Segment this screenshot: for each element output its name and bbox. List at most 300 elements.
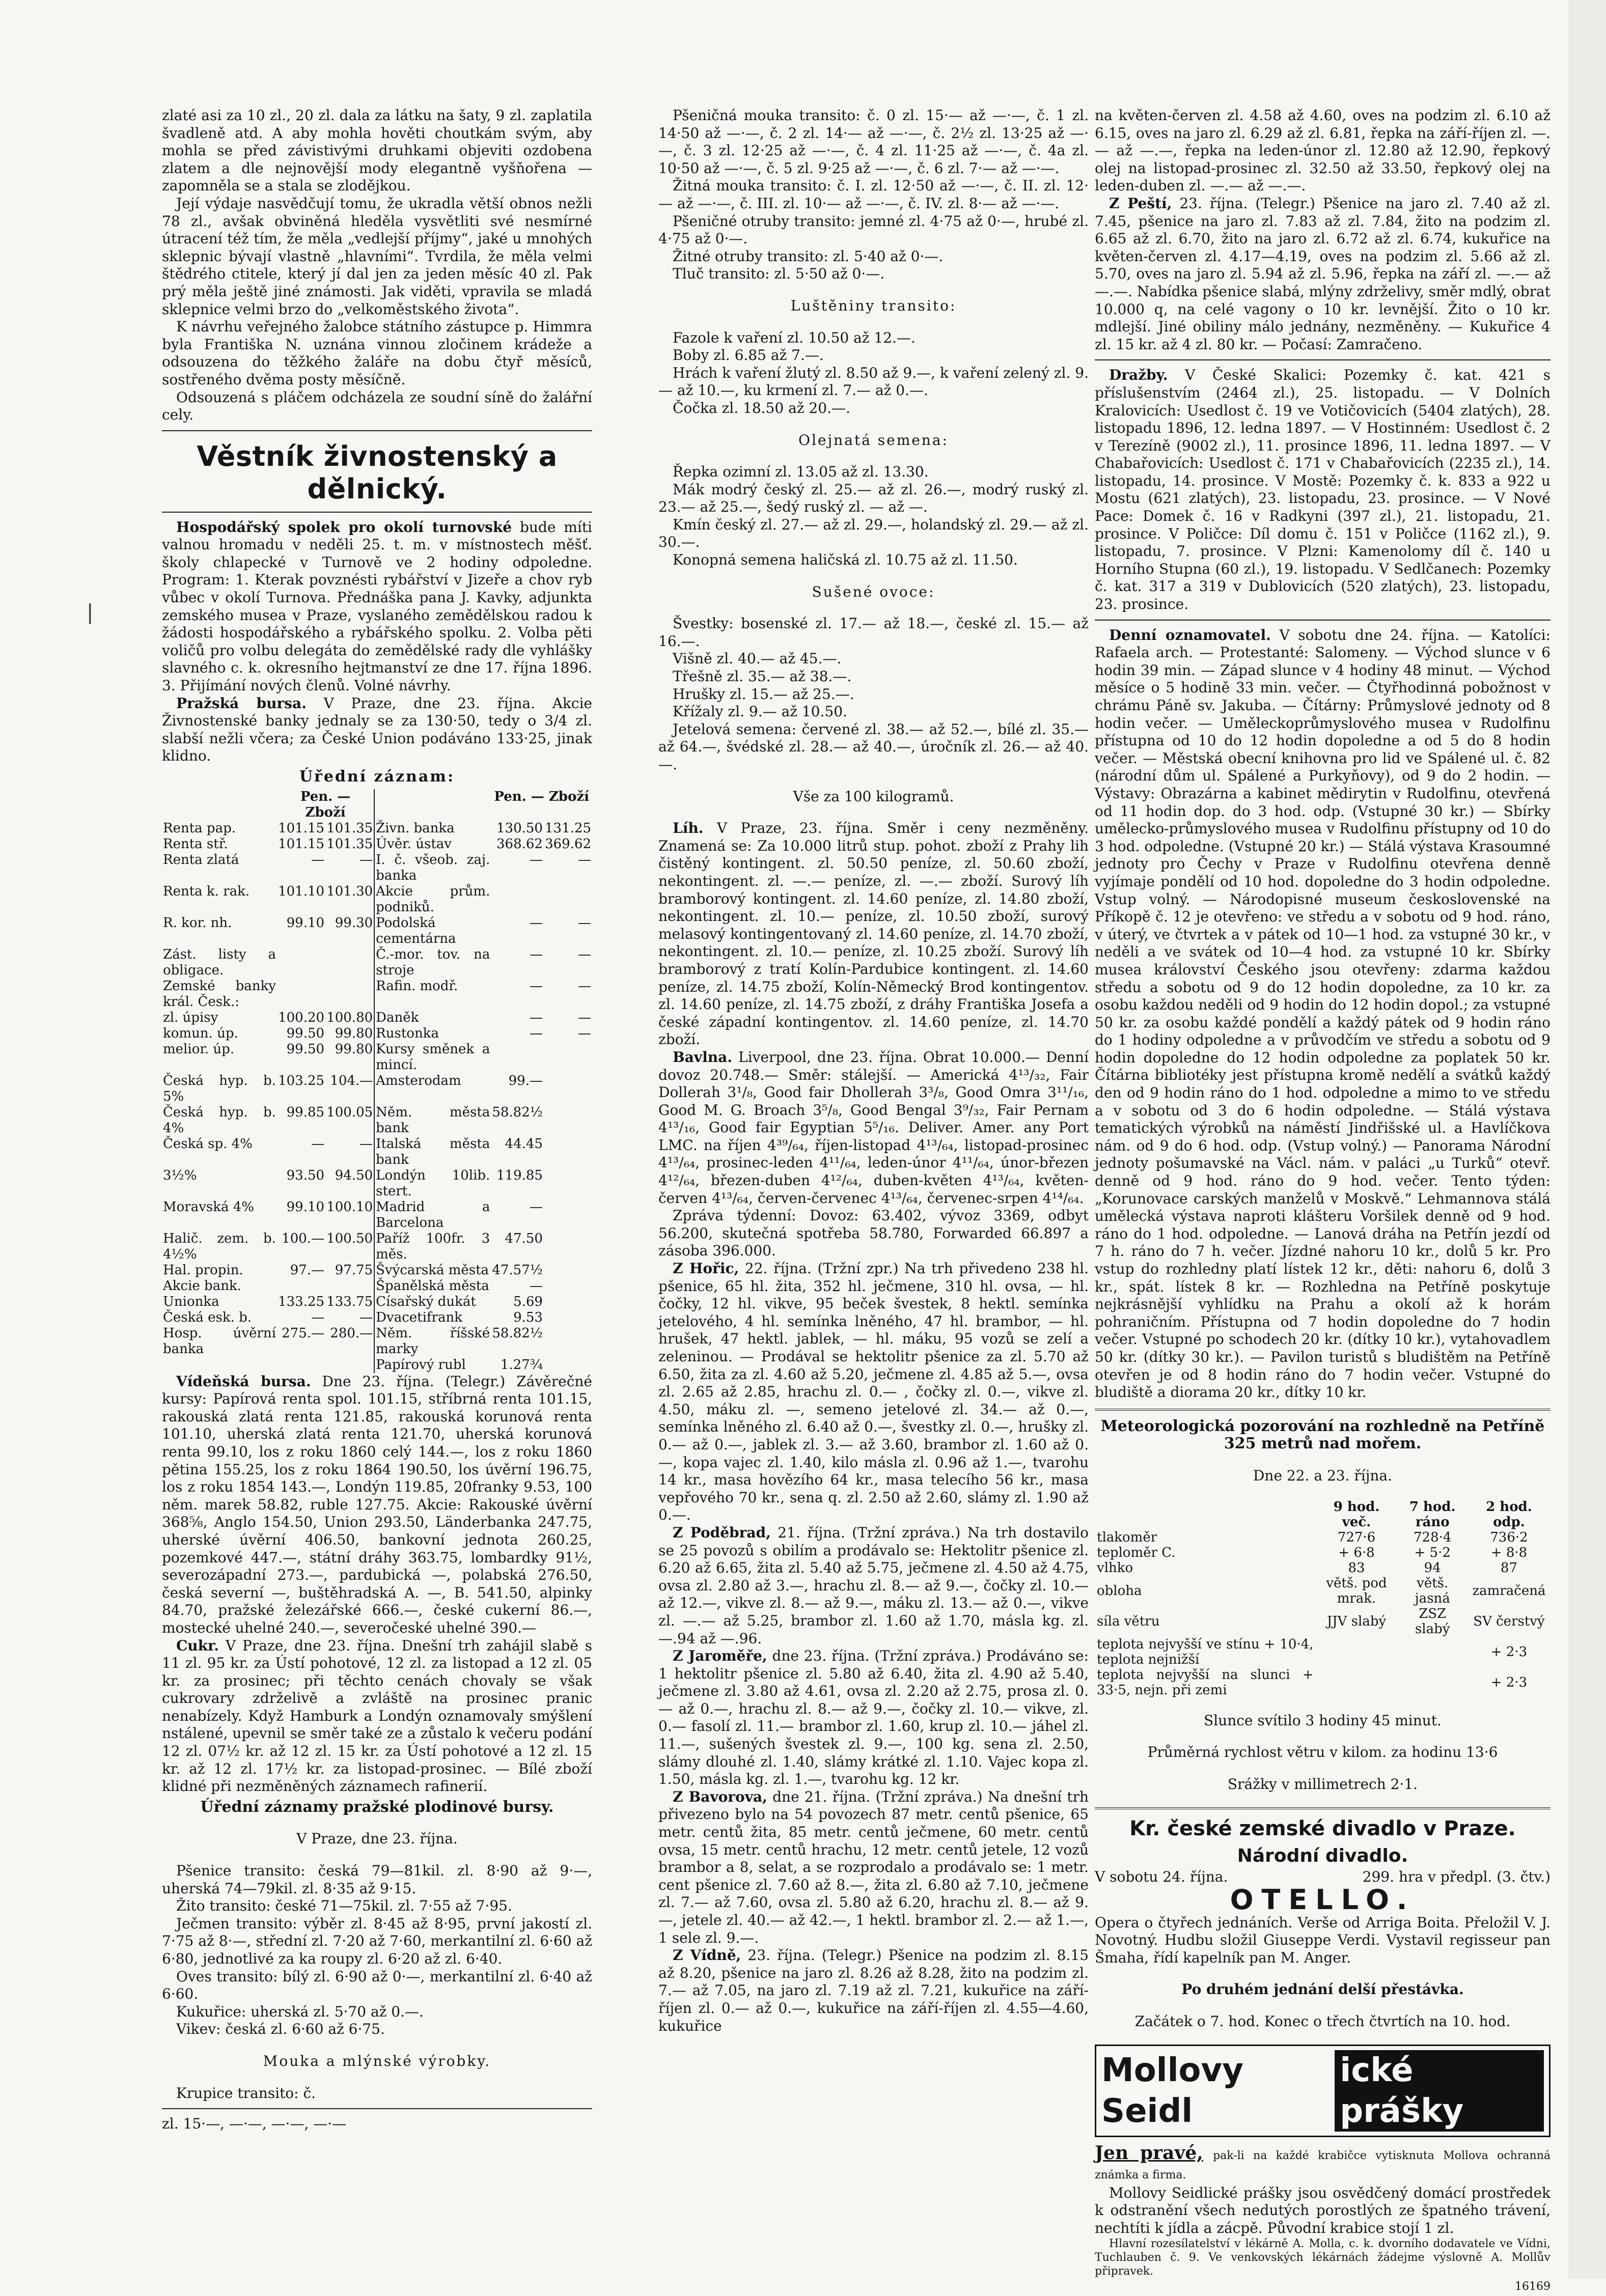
table-cell: Úvěr. ústav: [374, 836, 491, 852]
table-cell: + 8·8: [1490, 1545, 1528, 1560]
section-heading: Věstník živnostenský a dělnický.: [197, 440, 558, 505]
theatre-note: Začátek o 7. hod. Konec o třech čtvrtích na 10. hod.: [1134, 2012, 1511, 2030]
table-row: [162, 1136, 592, 1168]
table-cell: 99.—: [508, 1073, 543, 1088]
table-header-row: [1095, 1499, 1550, 1530]
table-cell: Papírový rubl: [374, 1357, 491, 1373]
theatre-note: Po druhém jednání delší přestávka.: [1181, 1981, 1464, 1998]
meteo-table: [1095, 1499, 1550, 1698]
table-cell: 44.45: [505, 1136, 543, 1152]
table-cell: Španělská města: [374, 1278, 491, 1294]
table-cell: [544, 1042, 592, 1073]
table-row: [162, 1199, 592, 1231]
article-text: Její výdaje nasvědčují tomu, že ukradla větší obnos nežli 78 zl., avšak obviněná hleděla vysvětliti své nesmírné útracení též tím, že měla „vedlejší příjmy“, jaké u mnohých sklepnic bývají vlastně „hlavními“. Tvrdila, že měla velmi štědrého ctitele, který jí dal jen za jeden měsíc 40 zl. Pak prý měla ještě jiné známosti. Jak viděti, vpravila se mladá sklepnice velmi brzo do „velkoměstského života“.: [162, 194, 592, 318]
table-cell: —: [529, 1010, 543, 1025]
table-cell: [544, 1105, 592, 1136]
table-row: [162, 947, 592, 978]
page-edge: [1568, 0, 1606, 2279]
table-cell: ZSZ slabý: [1415, 1606, 1450, 1637]
table-cell: zamračená: [1472, 1583, 1546, 1599]
table-cell: [544, 1168, 592, 1199]
market-line: Třešně zl. 35.— až 38.—.: [673, 668, 852, 685]
market-line: Čočka zl. 18.50 až 20.—.: [673, 399, 850, 416]
article-text: Dne 23. října. (Telegr.) Závěrečné kursy: Papírová renta spol. 101.15, stříbrná renta 101.15, rakouská zlatá renta 121.85, rakouská korunová renta 101.10, uherská zlatá renta 121.70, uherská korunová renta 99.10, los z roku 1860 celý 144.—, los z roku 1860 pětina 155.25, los z roku 1864 190.50, los úvěrní 196.75, los z roku 1854 143.—, Londýn 119.85, 20franky 9.53, 100 něm. marek 58.82, ruble 127.75. Akcie: Rakouské úvěrní 368⅝, Anglo 154.50, Union 293.50, Länderbanka 247.75, uherské úvěrní 406.50, bankovní jednota 260.25, pozemkové 447.—, státní dráhy 363.75, lombardky 91½, severozápadní 273.—, pardubická —, polabská 276.50, česká severní —, buštěhradská A. —, B. 541.50, alpinky 84.70, pražské železářské 666.—, české cukerní 86.—, mostecké uhelné 240.—, severočeské uhelné 390.—: [162, 1373, 592, 1636]
subsection-heading: Úřední záznamy pražské plodinové bursy.: [200, 1798, 554, 1816]
market-line: Žitné otruby transito: zl. 5·40 až 0·—.: [673, 247, 944, 265]
table-row: [1095, 1545, 1550, 1560]
divider: [162, 2108, 592, 2109]
table-cell: 119.85: [496, 1167, 543, 1183]
column-header: 9 hod. več.: [1333, 1499, 1380, 1530]
table-cell: Unionka: [163, 1294, 219, 1309]
market-line: Tluč transito: zl. 5·50 až 0·—.: [673, 265, 885, 283]
table-cell: JJV slabý: [1326, 1613, 1387, 1629]
table-row: [162, 1326, 592, 1357]
table-cell: [544, 1231, 592, 1263]
table-cell: 133.75: [326, 1294, 373, 1309]
table-cell: 58.82½: [492, 1104, 543, 1120]
quotes-title: Úřední záznam:: [299, 768, 455, 786]
table-cell: —: [359, 1309, 373, 1325]
table-cell: Moravská 4%: [163, 1199, 255, 1215]
article-text: dne 23. října. (Tržní zpráva.) Prodáváno se: 1 hektolitr pšenice zl. 5.80 až 6.40, žita zl. 4.90 až 5.40, ječmene zl. 3.80 až 4.61, ovsa zl. 2.20 až 2.75, prosa zl. 0.— až 0.—, hrachu zl. 8.— až 9.—, čočky zl. 10.— vikve, zl. 0.— fasolí zl. 11.— brambor zl. 1.60, krup zl. 10.— jáhel zl. 11.—, sušených švestek zl. 9.—, 100 kg. sena zl. 2.50, slámy dlouhé zl. 1.40, slámy krátké zl. 1.10. Vajec kopa zl. 1.50, másla kg. zl. 1.—, tvarohu kg. 12 kr.: [658, 1647, 1089, 1788]
article-text: K návrhu veřejného žalobce státního zástupce p. Himmra byla Františka N. uznána vinnou zločinem krádeže a odsouzena do těžkého žaláře na dobu čtyř měsíců, sostřeného dvěma posty měsíčně.: [162, 318, 592, 388]
market-line: Kukuřice: uherská zl. 5·70 až 0.—.: [176, 2003, 424, 2020]
article-text: 23. října. (Telegr.) Pšenice na podzim zl. 8.15 až 8.20, pšenice na jaro zl. 8.26 až 8.28, žito na podzim zl. 7.— až 7.05, na jaro zl. 7.19 až zl. 7.21, kukuřice na září-říjen zl. 0.— až 0.—, kukuřice na září-říjen zl. 4.55—4.60, kukuřice: [658, 1947, 1089, 2034]
meteo-note: Slunce svítilo 3 hodiny 45 minut.: [1204, 1712, 1442, 1729]
market-line: Vikev: česká zl. 6·60 až 6·75.: [176, 2021, 385, 2038]
table-cell: Česká esk. b.: [163, 1309, 252, 1325]
market-line: Pšenice transito: česká 79—81kil. zl. 8·90 až 9·—, uherská 74—79kil. zl. 8·35 až 9·15.: [162, 1862, 592, 1897]
table-cell: I. č. všeob. zaj. banka: [374, 852, 491, 884]
table-cell: 94.50: [335, 1167, 373, 1183]
table-cell: teplota nejvyšší ve stínu + 10·4, teplota nejnižší: [1097, 1636, 1314, 1667]
article-lead: Z Bavorova,: [673, 1788, 767, 1805]
table-cell: + 5·2: [1414, 1545, 1451, 1560]
table-cell: —: [311, 1136, 325, 1152]
table-cell: —: [359, 1136, 373, 1152]
divider: [162, 512, 592, 513]
table-cell: 99.10: [286, 915, 325, 931]
table-cell: 97.75: [335, 1262, 373, 1278]
table-cell: 100.80: [326, 1010, 373, 1025]
table-cell: [1397, 1637, 1467, 1667]
table-cell: 131.25: [545, 820, 591, 836]
meteo-date: Dne 22. a 23. října.: [1253, 1467, 1393, 1484]
market-note: Vše za 100 kilogramů.: [793, 788, 954, 805]
market-line: Fazole k vaření zl. 10.50 až 12.—.: [673, 329, 916, 346]
table-row: [162, 836, 592, 852]
table-row: [1095, 1606, 1550, 1637]
article-lead: Dražby.: [1109, 367, 1168, 384]
table-cell: + 2·3: [1490, 1674, 1528, 1690]
table-cell: Renta stř.: [163, 836, 228, 852]
table-row: [162, 1263, 592, 1278]
table-cell: Zást. listy a obligace.: [163, 946, 276, 978]
table-cell: 103.25: [278, 1073, 325, 1088]
table-cell: 100.20: [278, 1010, 325, 1025]
table-cell: —: [529, 1278, 543, 1294]
table-cell: —: [529, 852, 543, 867]
table-cell: —: [529, 915, 543, 931]
article-text: dne 21. října. (Tržní zpráva.) Na dnešní trh přivezeno bylo na 54 povozech 87 metr. centů pšenice, 65 metr. centů žita, 85 metr. centů ječmene, 60 metr. centů ovsa, 15 metr. centů hrachu, 12 metr. centů jetele, 12 vozů brambor a 8, selat, a se rozprodalo a prodávalo se: 1 metr. cent pšenice zl. 7.60 až 8.—, žita zl. 6.80 až 7.10, ječmene zl. 7.— až 7.60, ovsa zl. 5.80 až 6.20, hrachu zl. 8.— až 9.—, jetele zl. 40.— až 42.—, 1 hektl. brambor zl. 2.— až 1.—, 1 sele zl. 9.—.: [658, 1788, 1089, 1946]
table-cell: 275.—: [282, 1325, 325, 1341]
article-text: V České Skalici: Pozemky č. kat. 421 s příslušenstvím (2464 zl.), 25. listopadu. — V Dolních Kralovicích: Usedlost č. 19 ve Votičovicích (5404 zlatých), 28. listopadu 1896, 12. ledna 1897. — V Hostinném: Usedlost č. 2 v Terezíně (9002 zl.), 11. prosince 1896, 11. ledna 1897. — V Chabařovicích: Usedlost č. 171 v Chabařovicích (2235 zl.), 14. listopadu, 14. prosince. V Mostě: Pozemky č. k. 833 a 922 u Mostu (621 zlatých), 23. listopadu, 23. prosince. — V Nové Pace: Domek č. 16 v Radkyni (397 zl.), 21. listopadu, 21. prosince. V Poličce: Díl domu č. 151 v Poličce (1162 zl.), 9. listopadu, 7. prosince. V Plzni: Kamenolomy díl č. 140 u Horního Stupna (60 zl.), 19. listopadu. V Sedlčanech: Pozemky č. kat. 317 a 319 v Dublovicích (520 zlatých), 23. listopadu, 23. prosince.: [1095, 367, 1550, 613]
article-text: V Praze, 23. října. Směr i ceny nezměněny. Znamená se: Za 10.000 litrů stup. pohot. zboží z Prahy lih čistěný kontingent. zl. 50.50 peníze, zl. 50.60 zboží, nekontingent. zl. —.— peníze, zl. —.— zboží. Surový líh bramborový kontingent. zl. 14.60 peníze, zl. 14.80 zboží, nekontingent. zl. 10.— peníze, zl. 10.50 zboží, surový melasový kontingentovaný zl. 14.60 peníze, zl. 14.70 zboží, nekontingent. zl. 10.— peníze, zl. 10.25 zboží. Surový líh bramborový z tratí Kolín-Pardubice kontingent. zl. 14.60 peníze, zl. 14.75 zboží, Kolín-Německý Brod kontingentov. zl. 14.60 peníze, zl. 14.75 zboží, z dráhy Františka Josefa a české západní kontingentov. zl. 14.60 peníze, zl. 14.70 zboží.: [658, 820, 1089, 1048]
theatre-text: Opera o čtyřech jednáních. Verše od Arriga Boita. Přeložil V. J. Novotný. Hudbu složil Giuseppe Verdi. Vystavil regisseur pan Šmaha, řídí kapelník pan M. Anger.: [1095, 1914, 1550, 1966]
market-line: Konopná semena haličská zl. 10.75 až zl. 11.50.: [673, 551, 1018, 569]
table-row: [162, 1231, 592, 1263]
theatre-title: OTELLO.: [1230, 1883, 1416, 1916]
column-header: Pen. — Zboží: [494, 789, 589, 804]
meteo-note: Srážky v millimetrech 2·1.: [1227, 1775, 1418, 1793]
table-cell: Živn. banka: [374, 821, 491, 836]
table-row: [1095, 1637, 1550, 1667]
table-cell: 99.10: [286, 1199, 325, 1215]
market-line: zl. 15·—, —·—, —·—, —·—: [162, 2115, 347, 2133]
table-cell: [1397, 1667, 1467, 1698]
table-cell: Daněk: [374, 1010, 491, 1026]
table-cell: [162, 1357, 277, 1373]
table-cell: [1316, 1667, 1398, 1698]
table-cell: 100.10: [326, 1199, 373, 1215]
market-subheading: Mouka a mlýnské výrobky.: [263, 2052, 491, 2069]
table-cell: Hosp. úvěrní banka: [163, 1325, 276, 1357]
table-cell: větš. jasná: [1415, 1575, 1450, 1606]
table-row: [162, 1026, 592, 1042]
article-lead: Líh.: [673, 820, 704, 837]
table-cell: vlhko: [1097, 1560, 1133, 1576]
table-cell: 99.80: [335, 1041, 373, 1057]
column-header: Pen. — Zboží: [300, 789, 351, 820]
table-cell: Renta pap.: [163, 820, 236, 836]
article-text: V sobotu dne 24. října. — Katolíci: Rafaela arch. — Protestanté: Salomeny. — Východ slunce v 6 hodin 39 min. — Západ slunce v 4 hodiny 48 minut. — Východ měsíce o 5 hodině 33 min. večer. — Čtyřhodinná pobožnost v chrámu Páně sv. Jakuba. — Čítárny: Průmyslové jednoty od 8 hodin večer. — Uměleckoprůmyslového musea v Rudolfinu přístupna od 10 do 12 hodin dopoledne a od 5 do 8 hodin večer. — Městská obecní knihovna pro lid ve Spálené ul. č. 82 (národní dům ul. Spálené a Purkyňovy), od 9 do 2 hodin. — Výstavy: Obrazárna a kabinet mědirytin v Rudolfinu, otevřená od 11 hodin dop. do 3 hod. odp. (Vstupné 30 kr.) — Sbírky umělecko-průmyslového musea v Rudolfinu přístupny od 10 do 3 hod. odpoledne. (Vstupné 20 kr.) — Stálá výstava Krasoumné jednoty pro Čechy v Praze v Rudolfinu otevřena denně vyjímaje pondělí od 10 hod. dopoledne do 3 hodin odpoledne. Vstup volný. — Národopisné museum československé na Příkopě č. 12 je otevřeno: ve středu a v sobotu od 9 hod. ráno, v úterý, ve čtvrtek a v pátek od 10—1 hod. za vstupné 30 kr., v neděli a ve svátek od 10—4 hod. za vstupné 10 kr. Sbírky musea království Českého jsou otevřeny: zdarma každou středu a sobotu od 9 do 12 hodin dopoledne, za 10 kr. za osobu každou neděli od 9 hodin do 12 hodin dopol.; za vstupné 50 kr. za osobu každé pondělí a každý pátek od 9 hodin ráno do 1 hodiny odpoledne a v průvodčím ve středu a sobotu od 9 hodin dopoledne do 12 hodin odpoledne za poplatek 50 kr. Čítárna bibliotéky jest přístupna kromě nedělí a svátků každý den od 9 hodin ráno do 1 hod. odpoledne a mimo to ve středu a v sobotu od 3 do 6 hodin odpoledne. — Stálá výstava tematických výrobků na náměstí Jindřišské ul. a Havlíčkova nám. od 9 do 6 hod. odp. (Vstup volný.) — Panorama Národní jednoty pošumavské na Václ. nám. v paláci „u Turků“ otevř. denně od 9 hod. ráno do 9 hod. večer. Tento týden: „Korunovace carských manželů v Moskvě.“ Lehmannova stálá umělecká výstava naproti klášteru Voršilek denně od 9 hod. ráno do 1 hod. odpoledne. — Lanová dráha na Petřín jezdí od 7 h. ráno do 7 h. večer. Jízdné nahoru 10 kr., dolů 5 kr. Pro vstup do rozhledny platí lístek 12 kr., děti: nahoru 6, dolů 3 kr., spát. lístek 8 kr. — Rozhledna na Petříně poskytuje nejkrásnější vyhlídku na Prahu a okolí až k horám pohraničním. Přístupna od 7 hodin dopoledne do 7 hodin večer. Vstupné po schodech 20 kr. (dítky 10 kr.), vytahovadlem 50 kr. (dítky 30 kr.). — Pavilon turistů s bludištěm na Petříně otevřen je od 8 hodin ráno do 7 hodin večer. Vstupné do bludiště a diorama 20 kr., dítky 10 kr.: [1095, 626, 1550, 1401]
table-cell: [1316, 1637, 1398, 1667]
table-cell: 99.30: [335, 915, 373, 931]
table-cell: [491, 884, 544, 915]
table-cell: 47.50: [505, 1230, 543, 1246]
table-row: [162, 1310, 592, 1326]
market-line: Žito transito: české 71—75kil. zl. 7·55 až 7·95.: [176, 1897, 512, 1915]
table-cell: —: [578, 946, 591, 962]
article-lead: Z Peští,: [1109, 194, 1172, 212]
table-cell: Něm. říšské marky: [374, 1326, 491, 1357]
article-text: 23. října. (Telegr.) Pšenice na jaro zl. 7.40 až zl. 7.45, pšenice na jaro zl. 7.83 až zl. 7.84, žito na podzim zl. 6.65 až zl. 6.70, žito na jaro zl. 6.72 až zl. 6.74, kukuřice na květen-červen zl. 4.17—4.19, oves na podzim zl. 5.66 až zl. 5.70, oves na jaro zl. 5.94 až zl. 5.96, řepka na září zl. —.— až —.—. Nabídka pšenice slabá, mlýny zdrželivy, směr mdlý, obrat 10.000 q, na celé vagony o 10 kr. levnější. Žito o 10 kr. mdlejší. Jiné obiliny málo jednány, nezměněny. — Kukuřice 4 zl. 15 kr. až 4 zl. 80 kr. — Počasí: Zamračeno.: [1095, 194, 1551, 353]
bourse-quotes-table: [162, 789, 592, 1373]
article-text: zlaté asi za 10 zl., 20 zl. dala za látku na šaty, 9 zl. zaplatila švadleně atd. A aby mohla hověti choutkám svým, aby mohla se před závistivými druhkami objeviti ozdobena zlatem a dle nejnovější mody elegantně vyšňořena — zapomněla se a stala se zlodějkou.: [162, 107, 592, 194]
table-cell: teplota nejvyšší na slunci + 33·5, nejn. při zemi: [1097, 1667, 1314, 1698]
table-cell: [544, 1310, 592, 1326]
table-cell: —: [529, 978, 543, 994]
table-cell: 101.30: [326, 883, 373, 899]
table-cell: [544, 1263, 592, 1278]
table-cell: 728·4: [1413, 1529, 1452, 1545]
market-line: Oves transito: bílý zl. 6·90 až 0·—, merkantilní zl. 6·40 až 6·60.: [162, 1968, 592, 2003]
table-cell: 130.50: [496, 820, 543, 836]
table-cell: 736·2: [1490, 1529, 1528, 1545]
table-cell: 9.53: [513, 1309, 543, 1325]
table-cell: 5.69: [513, 1294, 543, 1309]
table-cell: [544, 884, 592, 915]
article-text: V Praze, dne 23. října. Akcie Živnostenské banky jednaly se za 130·50, tedy o 3/4 zl. slabší nežli včera; za České Union podáváno 133·25, jinak klidno.: [162, 694, 593, 765]
table-cell: —: [529, 1199, 543, 1215]
table-cell: Paříž 100fr. 3 měs.: [374, 1231, 491, 1263]
ad-title-part: Mollovy Seidl: [1101, 2052, 1243, 2131]
table-cell: [544, 1326, 592, 1357]
table-cell: 101.35: [326, 820, 373, 836]
table-cell: 87: [1500, 1560, 1518, 1576]
table-row: [1095, 1576, 1550, 1606]
article-lead: Vídeňská bursa.: [176, 1373, 311, 1390]
article-text: 22. října. (Tržní zpr.) Na trh přivedeno 238 hl. pšenice, 65 hl. žita, 352 hl. ječmene, 310 hl. ovsa, — hl. čočky, 12 hl. vikve, 95 beček švestek, 8 hektl. semínka jetelového, 4 hl. semínka lněného, 47 hl. brambor, — hl. hrušek, 47 hektl. jablek, — hl. máku, 95 vozů se zelí a zeleninou. — Prodával se hektolitr pšenice za zl. 5.70 až 6.50, žita za zl. 4.60 až 5.20, ječmene zl. 4.85 až 5.—, ovsa zl. 2.65 až 2.85, hrachu zl. 0.— , čočky zl. 0.—, vikve zl. 4.50, máku zl. —, semeno jetelové zl. 34.— až 0.—, semínka lněného zl. 6.40 až 0.—, švestky zl. 0.—, hrušky zl. 0.— až 0.—, jablek zl. 3.— až 3.60, brambor zl. 1.60 až 0.—, kopa vajec zl. 1.40, kilo másla zl. 0.96 až 1.—, tvarohu 14 kr., masa hovězího 64 kr., masa telecího 56 kr., masa vepřového 70 kr., sena q. zl. 2.50 až 2.60, slámy zl. 1.90 až 0.—.: [658, 1260, 1089, 1524]
column-3: [1095, 107, 1550, 2296]
table-cell: [544, 1199, 592, 1231]
market-line: Ječmen transito: výběr zl. 8·45 až 8·95, první jakostí zl. 7·75 až 8·—, střední zl. 7·20 až 7·60, merkantilní zl. 6·60 až 6·80, jednotlivé za ka roupy zl. 6·20 až zl. 6·40.: [162, 1915, 592, 1967]
table-cell: [544, 1278, 592, 1294]
market-line: Hrách k vaření žlutý zl. 8.50 až 9.—, k vaření zelený zl. 9.— až 10.—, ku krmení zl. 7.— až 0.—.: [658, 364, 1089, 399]
article-lead: Bavlna.: [673, 1048, 732, 1066]
table-cell: —: [578, 915, 591, 931]
divider: [1095, 359, 1550, 360]
table-cell: teploměr C.: [1097, 1545, 1176, 1560]
table-cell: [544, 1136, 592, 1168]
table-cell: Kursy směnek a mincí.: [374, 1042, 491, 1073]
table-cell: [491, 1042, 544, 1073]
table-row: [162, 821, 592, 836]
table-cell: 3½%: [163, 1167, 197, 1183]
table-cell: komun. úp.: [163, 1025, 238, 1041]
table-row: [162, 1357, 592, 1373]
theatre-subheading: Národní divadlo.: [1237, 1845, 1408, 1867]
market-line: Mák modrý český zl. 25.— až zl. 26.—, modrý ruský zl. 23.— až 25.—, šedý ruský zl. — až —.: [658, 481, 1089, 516]
table-cell: [277, 1278, 325, 1294]
table-row: [1095, 1560, 1550, 1576]
table-cell: [325, 1278, 374, 1294]
table-cell: [277, 947, 325, 978]
table-cell: [277, 1357, 325, 1373]
table-cell: 101.15: [278, 836, 325, 852]
table-cell: [544, 1294, 592, 1310]
table-cell: 133.25: [278, 1294, 325, 1309]
market-line: Jetelová semena: červené zl. 38.— až 52.—, bílé zl. 35.— až 64.—, švédské zl. 28.— až 40.—, úročník zl. 26.— až 40.—.: [658, 720, 1089, 773]
ad-title-part: ické prášky: [1335, 2050, 1544, 2132]
article-lead: Z Hořic,: [673, 1260, 739, 1277]
table-cell: Císařský dukát: [374, 1294, 491, 1310]
table-cell: Česká hyp. b. 5%: [163, 1073, 276, 1104]
market-line: na květen-červen zl. 4.58 až 4.60, oves na podzim zl. 6.10 až 6.15, oves na jaro zl. 6.29 až zl. 6.81, řepka na září-říjen zl. —.— až —.—, řepka na leden-únor zl. 12.80 až 12.90, řepkový olej na listopad-prosinec zl. 32.50 až 33.50, řepkový olej na leden-duben zl. —.— až —.—.: [1095, 107, 1550, 194]
table-cell: Londýn 10lib. stert.: [374, 1168, 491, 1199]
table-cell: síla větru: [1097, 1613, 1160, 1629]
article-lead: Z Vídně,: [673, 1947, 741, 1964]
table-cell: melior. úp.: [163, 1041, 235, 1057]
table-row: [162, 1073, 592, 1105]
table-row: [162, 1168, 592, 1199]
table-cell: —: [311, 1309, 325, 1325]
market-line: Křížaly zl. 9.— až 10.50.: [673, 703, 847, 720]
table-cell: —: [529, 1025, 543, 1041]
table-cell: Něm. města bank: [374, 1105, 491, 1136]
market-line: Hrušky zl. 15.— až 25.—.: [673, 685, 854, 703]
article-text: bude míti valnou hromadu v neděli 25. t. m. v místnostech měšť. školy chlapecké v Turnově ve 2 hodiny odpoledne. Program: 1. Kterak povznésti rybářství v Jizeře a chov ryb vůbec v okolí Turnova. Přednáška pana J. Kavky, adjunkta zemského musea v Praze, vyslaného zemědělskou radou k žádosti hospodářského a rybářského spolku. 2. Volba pěti voličů pro volbu delegáta do zemědělské rady dle vyhlášky slavného c. k. okresního hejtmanství ze dne 17. října 1896. 3. Přijímání nových členů. Volné návrhy.: [162, 518, 592, 694]
table-cell: 93.50: [286, 1167, 325, 1183]
meteo-note: Průměrná rychlost větru v kilom. za hodinu 13·6: [1147, 1744, 1498, 1761]
ad-lead-note: pak-li na každé krabičce vytisknuta Mollova ochranná známka a firma.: [1095, 2149, 1550, 2182]
table-cell: Česká hyp. b. 4%: [163, 1104, 276, 1136]
table-row: [162, 1042, 592, 1073]
divider: [162, 430, 592, 431]
table-cell: 94: [1424, 1560, 1441, 1576]
table-cell: 280.—: [330, 1325, 373, 1341]
advertisement: [1095, 2045, 1550, 2137]
table-cell: —: [578, 1010, 591, 1025]
table-cell: Italská města bank: [374, 1136, 491, 1168]
table-cell: 99.50: [286, 1041, 325, 1057]
table-cell: větš. pod mrak.: [1326, 1575, 1387, 1606]
table-cell: [544, 1357, 592, 1373]
table-row: [162, 915, 592, 947]
table-cell: 101.15: [278, 820, 325, 836]
meteo-title: Meteorologická pozorování na rozhledně na Petříně 325 metrů nad mořem.: [1100, 1417, 1545, 1453]
article-lead: Z Jaroměře,: [673, 1647, 767, 1665]
market-line: Kmín český zl. 27.— až zl. 29.—, holandský zl. 29.— až zl. 30.—.: [658, 516, 1089, 551]
table-cell: 368.62: [496, 836, 543, 852]
table-cell: SV čerstvý: [1473, 1613, 1545, 1629]
margin-mark: |: [87, 601, 94, 624]
table-cell: [325, 947, 374, 978]
table-cell: 47.57½: [492, 1262, 543, 1278]
market-line: Žitná mouka transito: č. I. zl. 12·50 až —·—, č. II. zl. 12·— až —·—, č. III. zl. 10·— až —·—, č. IV. zl. 8·— až —·—.: [658, 177, 1089, 212]
table-cell: obloha: [1097, 1583, 1142, 1599]
article-text: V Praze, dne 23. října. Dnešní trh zahájil slabě s 11 zl. 95 kr. za Ústí pohotové, 12 zl. za listopad a 12 zl. 05 kr. za prosinec; při těchto cenách chovaly se však cukrovary zdrželivě a zvláště na prosinec pranic nenabízely. Když Hamburk a Londýn oznamovaly smýšlení nstálené, upevnil se směr také ze a zůstalo k večeru podání 12 zl. 07½ kr. až 12 zl. 15 kr. za Ústí pohotové a 12 zl. 15 kr. až 12 zl. 17½ kr. za listopad-prosinec. — Bílé zboží klidné při nezměněných záznamech rafinerií.: [162, 1637, 592, 1795]
article-text: Zpráva týdenní: Dovoz: 63.402, vývoz 3369, odbyt 56.200, skutečná spotřeba 58.780, Forwarded 66.897 a zásoba 396.000.: [658, 1207, 1089, 1259]
table-cell: 100.05: [326, 1104, 373, 1120]
article-text: Odsouzená s pláčem odcházela ze soudní síně do žalářní cely.: [162, 388, 592, 424]
article-lead: Z Poděbrad,: [673, 1524, 771, 1541]
table-cell: Podolská cementárna: [374, 915, 491, 947]
article-lead: Cukr.: [176, 1637, 219, 1654]
table-cell: + 2·3: [1490, 1644, 1528, 1660]
table-cell: 99.85: [286, 1104, 325, 1120]
market-line: Řepka ozimní zl. 13.05 až zl. 13.30.: [673, 463, 929, 481]
article-lead: Hospodářský spolek pro okolí turnovské: [176, 518, 512, 536]
dateline: V Praze, dne 23. října.: [296, 1830, 458, 1847]
article-text: 21. října. (Tržní zpráva.) Na trh dostavilo se 25 povozů s obilím a prodávalo se: Hektolitr pšenice zl. 6.20 až 6.65, žita zl. 5.40 až 5.75, ječmene zl. 4.50 až 4.75, ovsa zl. 2.80 až 3.—, hrachu zl. 8.— až 9.—, čočky zl. 10.— až 12.—, vikve zl. 8.— až 9.—, máku zl. 13.— až 0.—, vikve zl. —.— až 5.25, brambor zl. 1.60 až 1.70, másla kg. zl. —.94 až —.96.: [658, 1524, 1089, 1647]
table-row: [162, 1294, 592, 1310]
table-cell: Akcie prům. podniků.: [374, 884, 491, 915]
table-cell: Česká sp. 4%: [163, 1136, 253, 1152]
market-subheading: Sušené ovoce:: [812, 583, 935, 600]
table-cell: 83: [1348, 1560, 1365, 1576]
table-row: [162, 852, 592, 884]
table-cell: —: [578, 852, 591, 867]
market-line: Višně zl. 40.— až 45.—.: [673, 650, 842, 667]
table-cell: Č.-mor. tov. na stroje: [374, 947, 491, 978]
table-cell: Rustonka: [374, 1026, 491, 1042]
ad-text: Mollovy Seidlické prášky jsou osvědčený domácí prostředek k odstranění všech nedutých porostlých ze špatného trávení, nechtíti k jídla a zácpě. Původní krabice stojí 1 zl.: [1095, 2184, 1550, 2236]
column-1: [162, 107, 592, 2133]
table-cell: zl. úpisy: [163, 1010, 218, 1025]
table-cell: —: [529, 946, 543, 962]
table-cell: Renta k. rak.: [163, 883, 250, 899]
table-cell: [325, 978, 374, 1010]
table-cell: Švýcarská města: [374, 1263, 491, 1278]
table-cell: + 6·8: [1338, 1545, 1375, 1560]
theatre-performance: 299. hra v předpl. (3. čtv.): [1362, 1868, 1550, 1886]
ad-title: [1101, 2050, 1544, 2132]
table-cell: 100.—: [282, 1230, 325, 1246]
table-cell: [277, 978, 325, 1010]
table-cell: —: [359, 852, 373, 867]
table-cell: [325, 1357, 374, 1373]
ad-lead: Jen pravé,: [1095, 2142, 1203, 2164]
table-row: [162, 1278, 592, 1294]
table-cell: 369.62: [545, 836, 591, 852]
market-line: Švestky: bosenské zl. 17.— až 18.—, české zl. 15.— až 16.—.: [658, 615, 1089, 650]
table-row: [162, 978, 592, 1010]
table-row: [162, 1010, 592, 1026]
table-cell: —: [311, 852, 325, 867]
table-cell: 100.50: [326, 1230, 373, 1246]
ad-number: 16169: [1515, 2280, 1550, 2293]
theatre-heading: Kr. české zemské divadlo v Praze.: [1129, 1817, 1516, 1841]
table-cell: Madrid a Barcelona: [374, 1199, 491, 1231]
theatre-date: V sobotu 24. října.: [1095, 1868, 1228, 1886]
table-cell: 101.35: [326, 836, 373, 852]
table-cell: —: [578, 978, 591, 994]
article-lead: Denní oznamovatel.: [1109, 626, 1271, 643]
table-cell: —: [578, 1025, 591, 1041]
table-cell: 1.27¾: [500, 1357, 543, 1373]
market-subheading: Olejnatá semena:: [798, 431, 949, 449]
divider: [1095, 1807, 1550, 1809]
column-header: [1095, 1499, 1316, 1530]
table-row: [162, 1105, 592, 1136]
table-cell: 99.50: [286, 1025, 325, 1041]
market-line: Pšeničné otruby transito: jemné zl. 4·75 až 0·—, hrubé zl. 4·75 až 0·—.: [658, 212, 1089, 247]
table-cell: 101.10: [278, 883, 325, 899]
market-subheading: Luštěniny transito:: [790, 297, 957, 314]
table-cell: [544, 1073, 592, 1105]
table-cell: Rafin. modř.: [374, 978, 491, 1010]
article-text: Liverpool, dne 23. října. Obrat 10.000.— Denní dovoz 20.748.— Směr: stálejší. — Americká 4¹³/₃₂, Fair Dollerah 3¹/₈, Good fair Dhollerah 3³/₈, Good Omra 3¹¹/₁₆, Good M. G. Broach 3⁵/₈, Good Bengal 3⁹/₃₂, Fair Pernam 4¹³/₁₆, Good fair Egyptian 5⁵/₁₆. Deliver. Amer. any Port LMC. na říjen 4³⁹/₆₄, říjen-listopad 4¹³/₆₄, listopad-prosinec 4¹³/₆₄, prosinec-leden 4¹¹/₆₄, leden-únor 4¹¹/₆₄, únor-březen 4¹²/₆₄, březen-duben 4¹²/₆₄, duben-květen 4¹³/₆₄, květen-červen 4¹³/₆₄, červen-červenec 4¹³/₆₄, červenec-srpen 4¹⁴/₆₄.: [658, 1048, 1089, 1207]
column-header: 7 hod. ráno: [1409, 1499, 1456, 1530]
market-line: Boby zl. 6.85 až 7.—.: [673, 347, 824, 364]
table-cell: tlakoměr: [1097, 1529, 1157, 1545]
column-header: 2 hod. odp.: [1486, 1499, 1532, 1530]
table-cell: Hal. propin.: [163, 1262, 243, 1278]
table-cell: 58.82½: [492, 1325, 543, 1341]
table-cell: Halič. zem. b. 4½%: [163, 1230, 276, 1262]
table-row: [1095, 1530, 1550, 1545]
table-cell: Renta zlatá: [163, 852, 239, 867]
table-cell: Dvacetifrank: [374, 1310, 491, 1326]
divider: [1095, 620, 1550, 621]
table-cell: Zemské banky král. Česk.:: [163, 978, 276, 1010]
table-cell: 727·6: [1337, 1529, 1376, 1545]
table-cell: 97.—: [290, 1262, 325, 1278]
table-cell: Akcie bank.: [163, 1278, 241, 1294]
table-cell: 99.80: [335, 1025, 373, 1041]
table-cell: Amsterodam: [374, 1073, 491, 1105]
table-cell: R. kor. nh.: [163, 915, 232, 931]
divider: [1095, 1409, 1550, 1411]
market-line: Krupice transito: č.: [176, 2084, 316, 2102]
table-row: [162, 884, 592, 915]
table-row: [1095, 1667, 1550, 1698]
ad-footnote: Hlavní rozesílatelství v lékárně A. Molla, c. k. dvorního dodavatele ve Vídni, Tuchlauben č. 9. Ve venkovských lékárnách žádejme výslovně A. Mollův připravek.: [1095, 2237, 1550, 2278]
article-lead: Pražská bursa.: [176, 694, 307, 712]
table-cell: 104.—: [330, 1073, 373, 1088]
